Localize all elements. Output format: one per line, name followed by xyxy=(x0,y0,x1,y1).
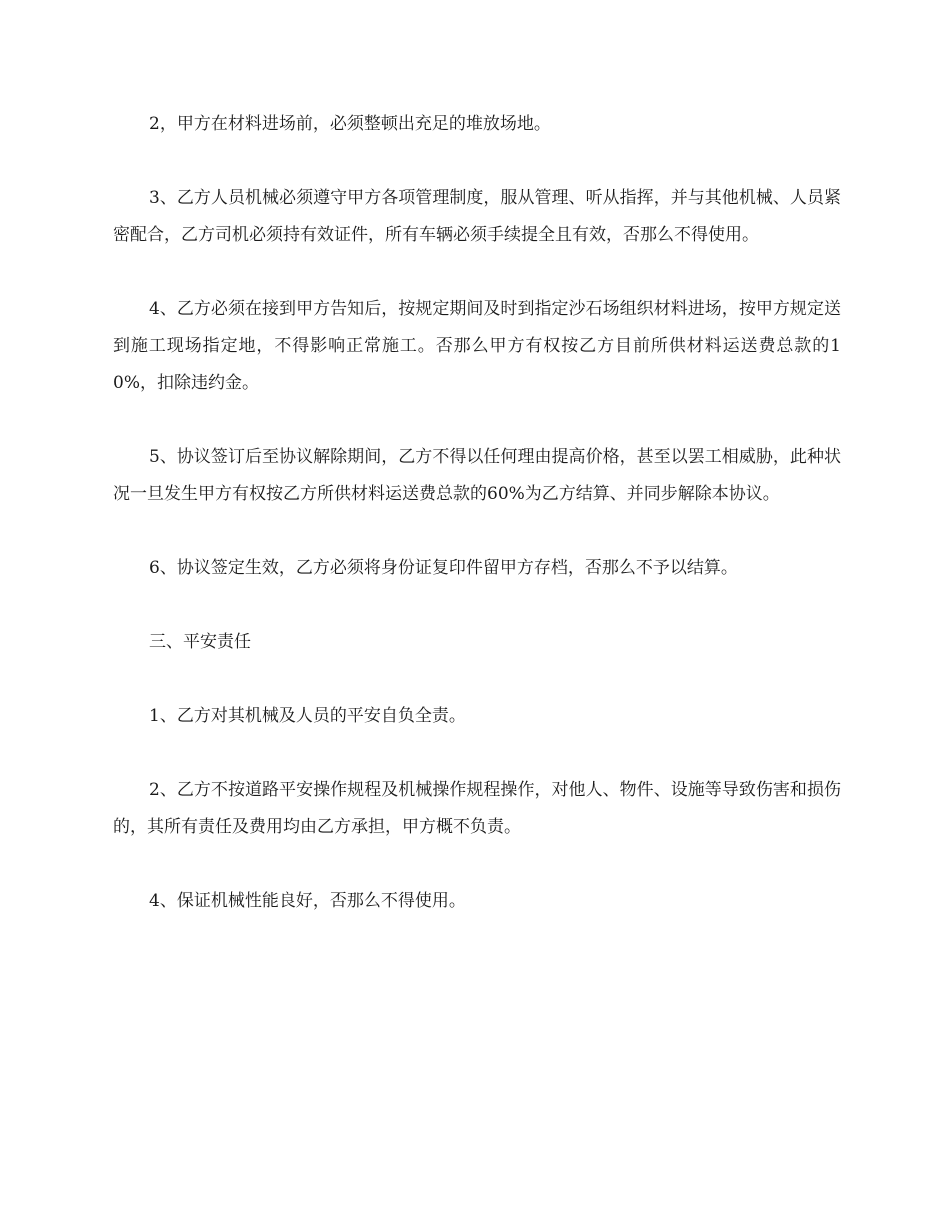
section-heading-safety: 三、平安责任 xyxy=(149,632,251,652)
paragraph-clause-2: 2，甲方在材料进场前，必须整顿出充足的堆放场地。 xyxy=(149,114,551,134)
paragraph-safety-1: 1、乙方对其机械及人员的平安自负全责。 xyxy=(149,706,466,726)
paragraph-safety-2: 2、乙方不按道路平安操作规程及机械操作规程操作，对他人、物件、设施等导致伤害和损伤的，其所有责任及费用均由乙方承担，甲方概不负责。 xyxy=(113,780,841,837)
document-body xyxy=(113,106,841,957)
paragraph-clause-3: 3、乙方人员机械必须遵守甲方各项管理制度，服从管理、听从指挥，并与其他机械、人员紧密配合，乙方司机必须持有效证件，所有车辆必须手续提全且有效，否那么不得使用。 xyxy=(113,188,841,245)
paragraph-clause-6: 6、协议签定生效，乙方必须将身份证复印件留甲方存档，否那么不予以结算。 xyxy=(149,558,738,578)
paragraph-safety-4: 4、保证机械性能良好，否那么不得使用。 xyxy=(149,891,466,911)
paragraph-clause-5: 5、协议签订后至协议解除期间，乙方不得以任何理由提高价格，甚至以罢工相威胁，此种状况一旦发生甲方有权按乙方所供材料运送费总款的60%为乙方结算、并同步解除本协议。 xyxy=(113,447,841,504)
paragraph-clause-4: 4、乙方必须在接到甲方告知后，按规定期间及时到指定沙石场组织材料进场，按甲方规定送到施工现场指定地，不得影响正常施工。否那么甲方有权按乙方目前所供材料运送费总款的10%，扣除违约金。 xyxy=(113,299,841,393)
